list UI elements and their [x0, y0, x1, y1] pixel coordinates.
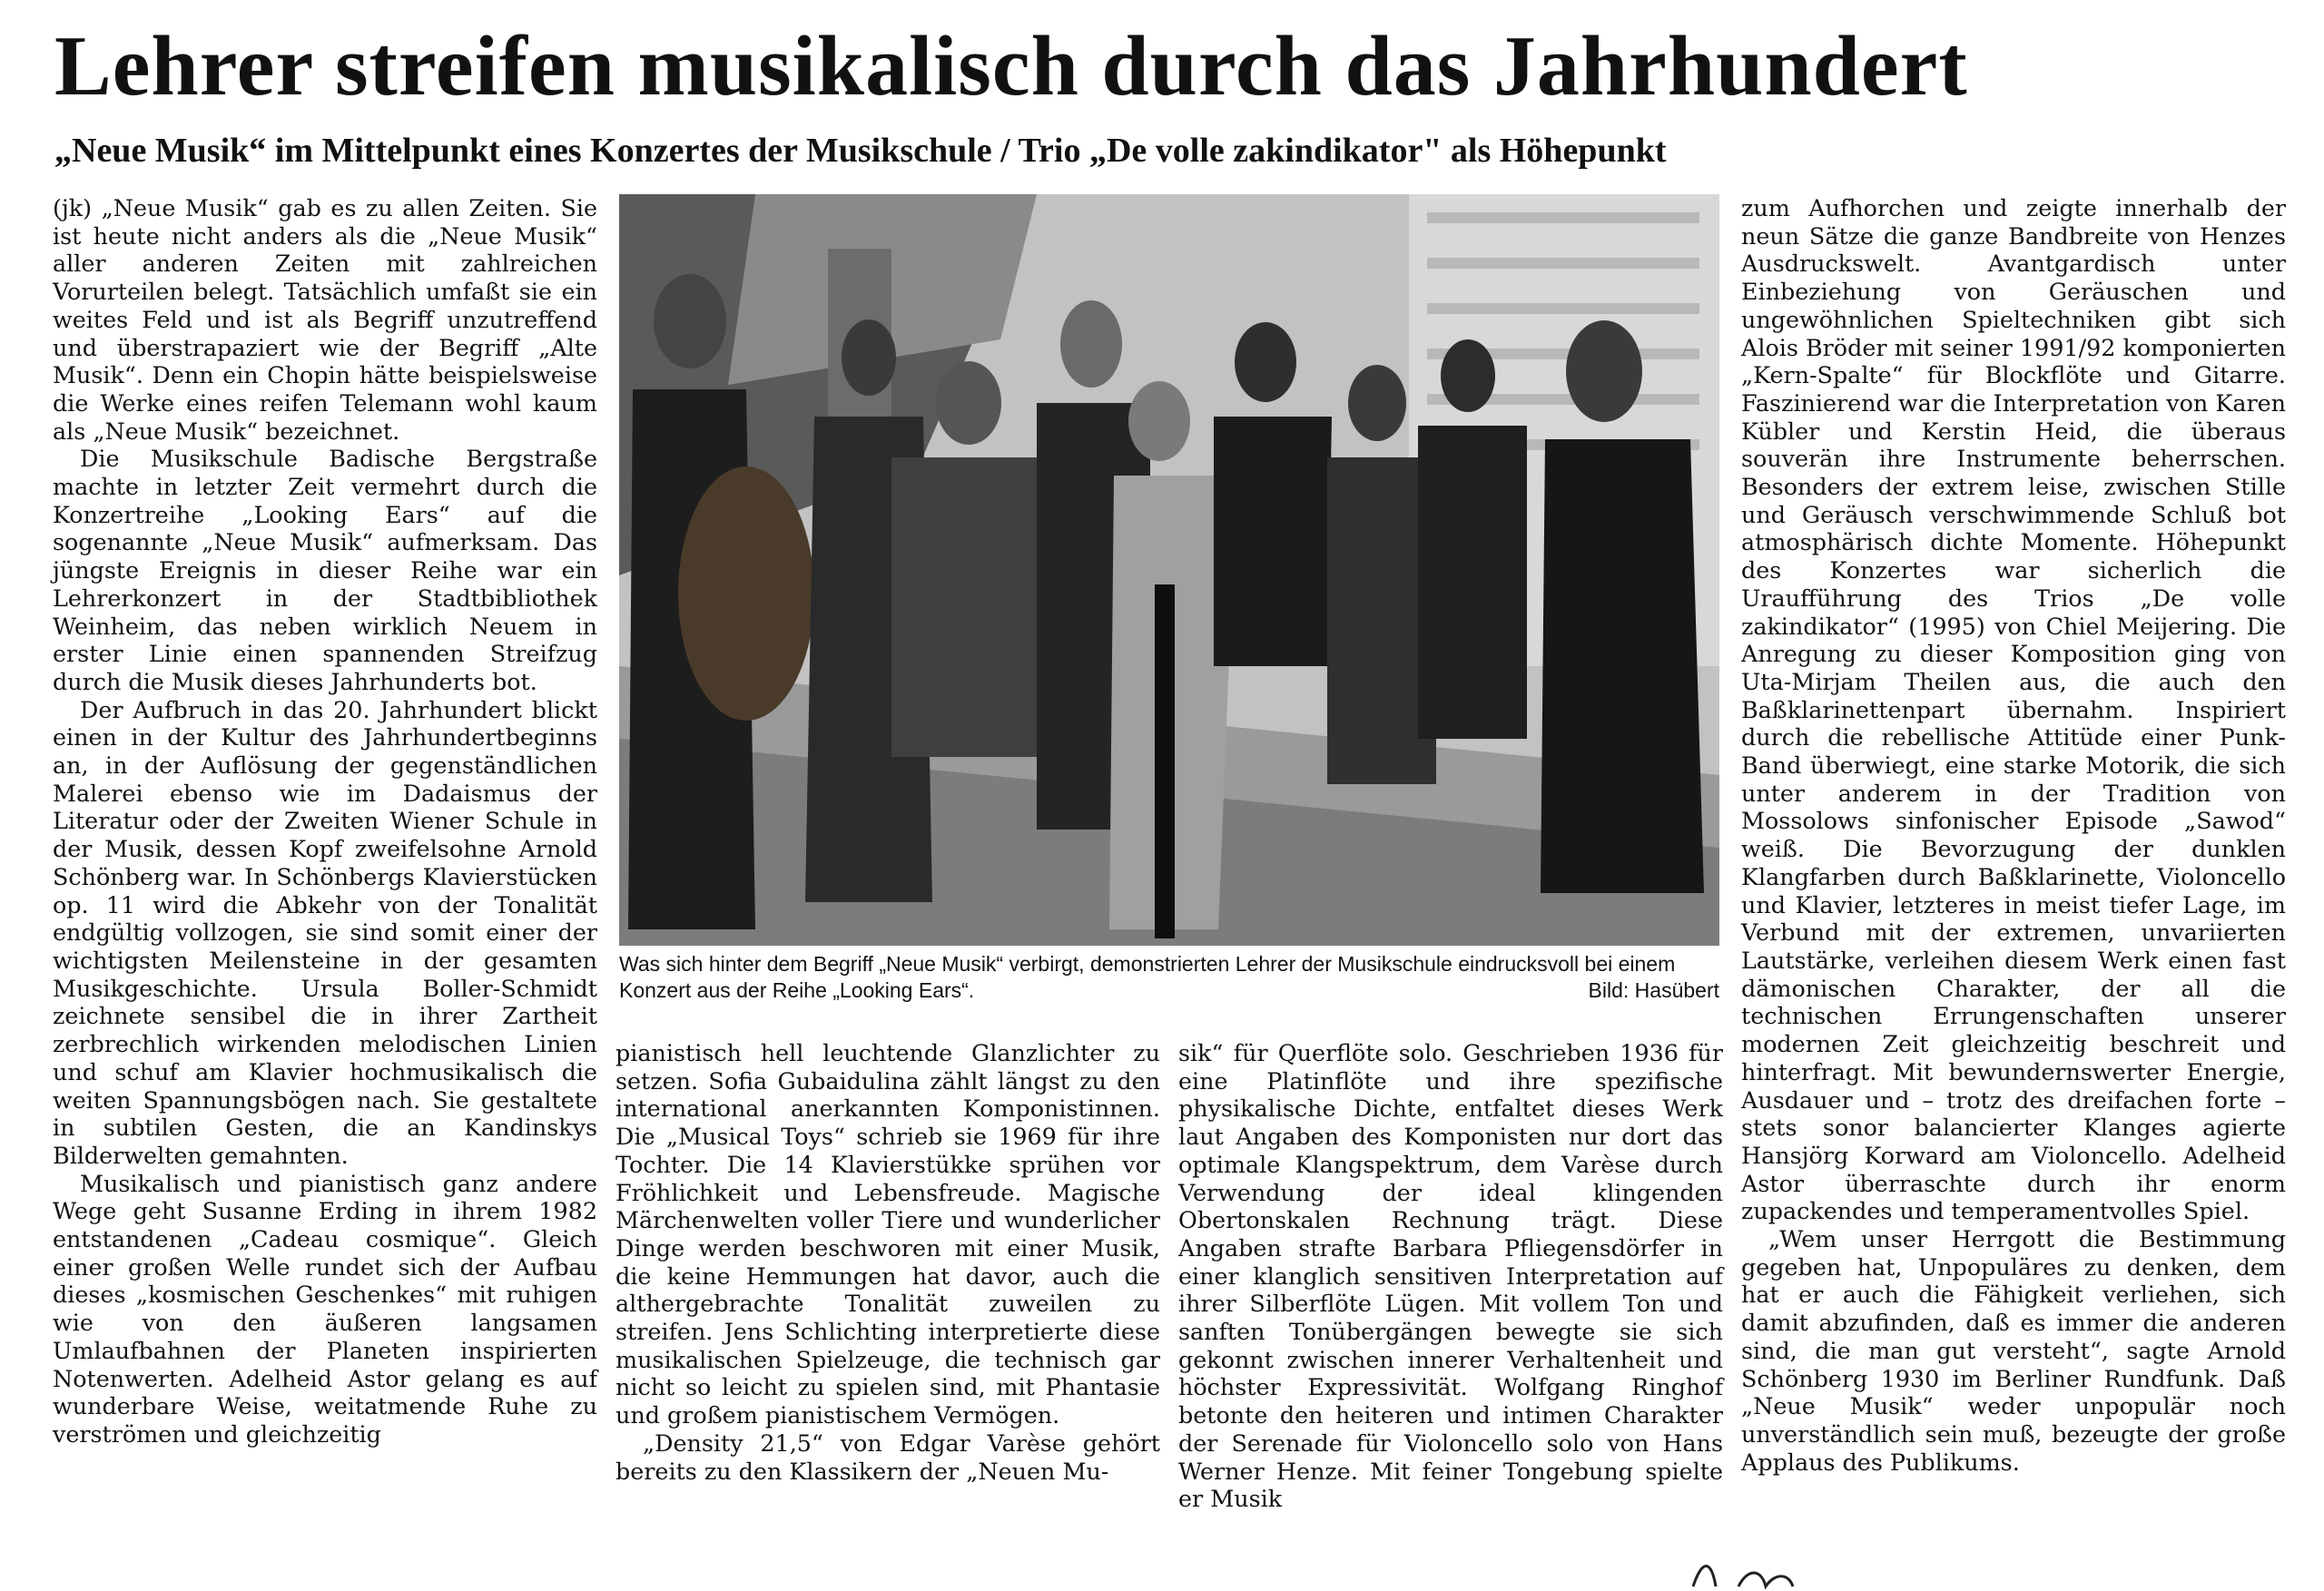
article-column-3	[1178, 1039, 1723, 1513]
handwritten-mark	[1675, 1550, 2038, 1591]
headline: Lehrer streifen musikalisch durch das Jahrhundert	[54, 19, 1968, 113]
photo-caption	[619, 951, 1719, 1004]
paragraph: (jk) „Neue Musik“ gab es zu allen Zeiten. Sie ist heute nicht anders als die „Neue Musik“ aller anderen Zeiten mit zahlreichen Vorurteilen belegt. Tatsächlich umfaßt sie ein weites Feld und ist als Begriff unzutreffend und überstrapaziert wie der Begriff „Alte Musik“. Denn ein Chopin hätte beispielsweise die Werke eines reifen Telemann wohl kaum als „Neue Musik“ bezeichnet.	[53, 194, 597, 445]
article-column-4	[1741, 194, 2286, 1476]
paragraph: „Wem unser Herrgott die Bestimmung gegeben hat, Unpopuläres zu denken, dem hat er auch die Fähigkeit verliehen, sich damit abzufinden, daß es immer die anderen sind, die man gut versteht“, sagte Arnold Schönberg 1930 im Berliner Rundfunk. Daß „Neue Musik“ weder unpopulär noch unverständlich sein muß, bezeugte der große Applaus des Publikums.	[1741, 1225, 2286, 1476]
group-photo	[619, 194, 1719, 946]
paragraph: „Density 21,5“ von Edgar Varèse gehört bereits zu den Klassikern der „Neuen Mu-	[615, 1429, 1160, 1485]
photo-illustration	[619, 194, 1719, 946]
subheadline: „Neue Musik“ im Mittelpunkt eines Konzertes der Musikschule / Trio „De volle zakindikator" als Höhepunkt	[54, 132, 1667, 170]
paragraph: pianistisch hell leuchtende Glanzlichter zu setzen. Sofia Gubaidulina zählt längst zu den international anerkannten Komponistinnen. Die „Musical Toys“ schrieb sie 1969 für ihre Tochter. Die 14 Klavierstükke sprühen vor Fröhlichkeit und Lebensfreude. Magische Märchenwelten voller Tiere und wunderlicher Dinge werden beschworen mit einer Musik, die keine Hemmungen hat davor, auch die althergebrachte Tonalität zuweilen zu streifen. Jens Schlichting interpretierte diese musikalischen Spielzeuge, die technisch gar nicht so leicht zu spielen sind, mit Phantasie und großem pianistischem Vermögen.	[615, 1039, 1160, 1429]
article-column-1	[53, 194, 597, 1449]
photo-credit: Bild: Hasübert	[1588, 978, 1719, 1002]
paragraph: Die Musikschule Badische Bergstraße machte in letzter Zeit vermehrt durch die Konzertreihe „Looking Ears“ auf die sogenannte „Neue Musik“ aufmerksam. Das jüngste Ereignis in dieser Reihe war ein Lehrerkonzert in der Stadtbibliothek Weinheim, das neben wirklich Neuem in erster Linie einen spannenden Streifzug durch die Musik dieses Jahrhunderts bot.	[53, 445, 597, 695]
paragraph: Der Aufbruch in das 20. Jahrhundert blickt einen in der Kultur des Jahrhundertbeginns an, in der Auflösung der gegenständlichen Malerei ebenso wie im Dadaismus der Literatur oder der Zweiten Wiener Schule in der Musik, dessen Kopf zweifelsohne Arnold Schönberg war. In Schönbergs Klavierstücken op. 11 wird die Abkehr von der Tonalität endgültig vollzogen, sie sind somit einer der wichtigsten Meilensteine in der gesamten Musikgeschichte. Ursula Boller-Schmidt zeichnete sensibel die in ihrer Zartheit zerbrechlich wirkenden melodischen Linien und schuf am Klavier hochmusikalisch die weiten Spannungsbögen nach. Sie gestaltete in subtilen Gesten, die an Kandinskys Bilderwelten gemahnten.	[53, 695, 597, 1169]
caption-text: Was sich hinter dem Begriff „Neue Musik“ verbirgt, demonstrierten Lehrer der Musikschule eindrucksvoll bei einem Konzert aus der Reihe „Looking Ears“.	[619, 952, 1676, 1002]
paragraph: zum Aufhorchen und zeigte innerhalb der neun Sätze die ganze Bandbreite von Henzes Ausdruckswelt. Avantgardisch unter Einbeziehung von Geräuschen und ungewöhnlichen Spieltechniken gibt sich Alois Bröder mit seiner 1991/92 komponierten „Kern-Spalte“ für Blockflöte und Gitarre. Faszinierend war die Interpretation von Karen Kübler und Kerstin Heid, die überaus souverän ihre Instrumente beherrschen. Besonders der extrem leise, zwischen Stille und Geräusch verschwimmende Schluß bot atmosphärisch dichte Momente. Höhepunkt des Konzertes war sicherlich die Uraufführung des Trios „De volle zakindikator“ (1995) von Chiel Meijering. Die Anregung zu dieser Komposition ging von Uta-Mirjam Theilen aus, die auch den Baßklarinettenpart übernahm. Inspiriert durch die rebellische Attitüde einer Punk-Band überwiegt, eine starke Motorik, die sich unter anderem in der Tradition von Mossolows sinfonischer Episode „Sawod“ weiß. Die Bevorzugung der dunklen Klangfarben durch Baßklarinette, Violoncello und Klavier, letzteres in meist tiefer Lage, im Verbund mit der extremen, unvariierten Lautstärke, verleihen diesem Werk einen fast dämonischen Charakter, der all die technischen Errungenschaften unserer modernen Zeit gleichzeitig beschreit und hinterfragt. Mit bewundernswerter Energie, Ausdauer und – trotz des dreifachen forte – stets sonor balancierter Klanges agierte Hansjörg Korward am Violoncello. Adelheid Astor überraschte durch ihr enorm zupackendes und temperamentvolles Spiel.	[1741, 194, 2286, 1225]
paragraph: Musikalisch und pianistisch ganz andere Wege geht Susanne Erding in ihrem 1982 entstandenen „Cadeau cosmique“. Gleich einer großen Welle rundet sich der Aufbau dieses „kosmischen Geschenkes“ mit ruhigen wie von den äußeren langsamen Umlaufbahnen der Planeten inspirierten Notenwerten. Adelheid Astor gelang es auf wunderbare Weise, weitatmende Ruhe zu verströmen und gleichzeitig	[53, 1169, 597, 1448]
paragraph: sik“ für Querflöte solo. Geschrieben 1936 für eine Platinflöte und ihre spezifische physikalische Dichte, entfaltet dieses Werk laut Angaben des Komponisten nur dort das optimale Klangspektrum, dem Varèse durch Verwendung der ideal klingenden Obertonskalen Rechnung trägt. Diese Angaben strafte Barbara Pfliegensdörfer in einer klanglich sensitiven Interpretation auf ihrer Silberflöte Lügen. Mit vollem Ton und sanften Tonübergängen bewegte sie sich gekonnt zwischen innerer Verhaltenheit und höchster Expressivität. Wolfgang Ringhof betonte den heiteren und intimen Charakter der Serenade für Violoncello solo von Hans Werner Henze. Mit feiner Tongebung spielte er Musik	[1178, 1039, 1723, 1513]
article-column-2	[615, 1039, 1160, 1485]
